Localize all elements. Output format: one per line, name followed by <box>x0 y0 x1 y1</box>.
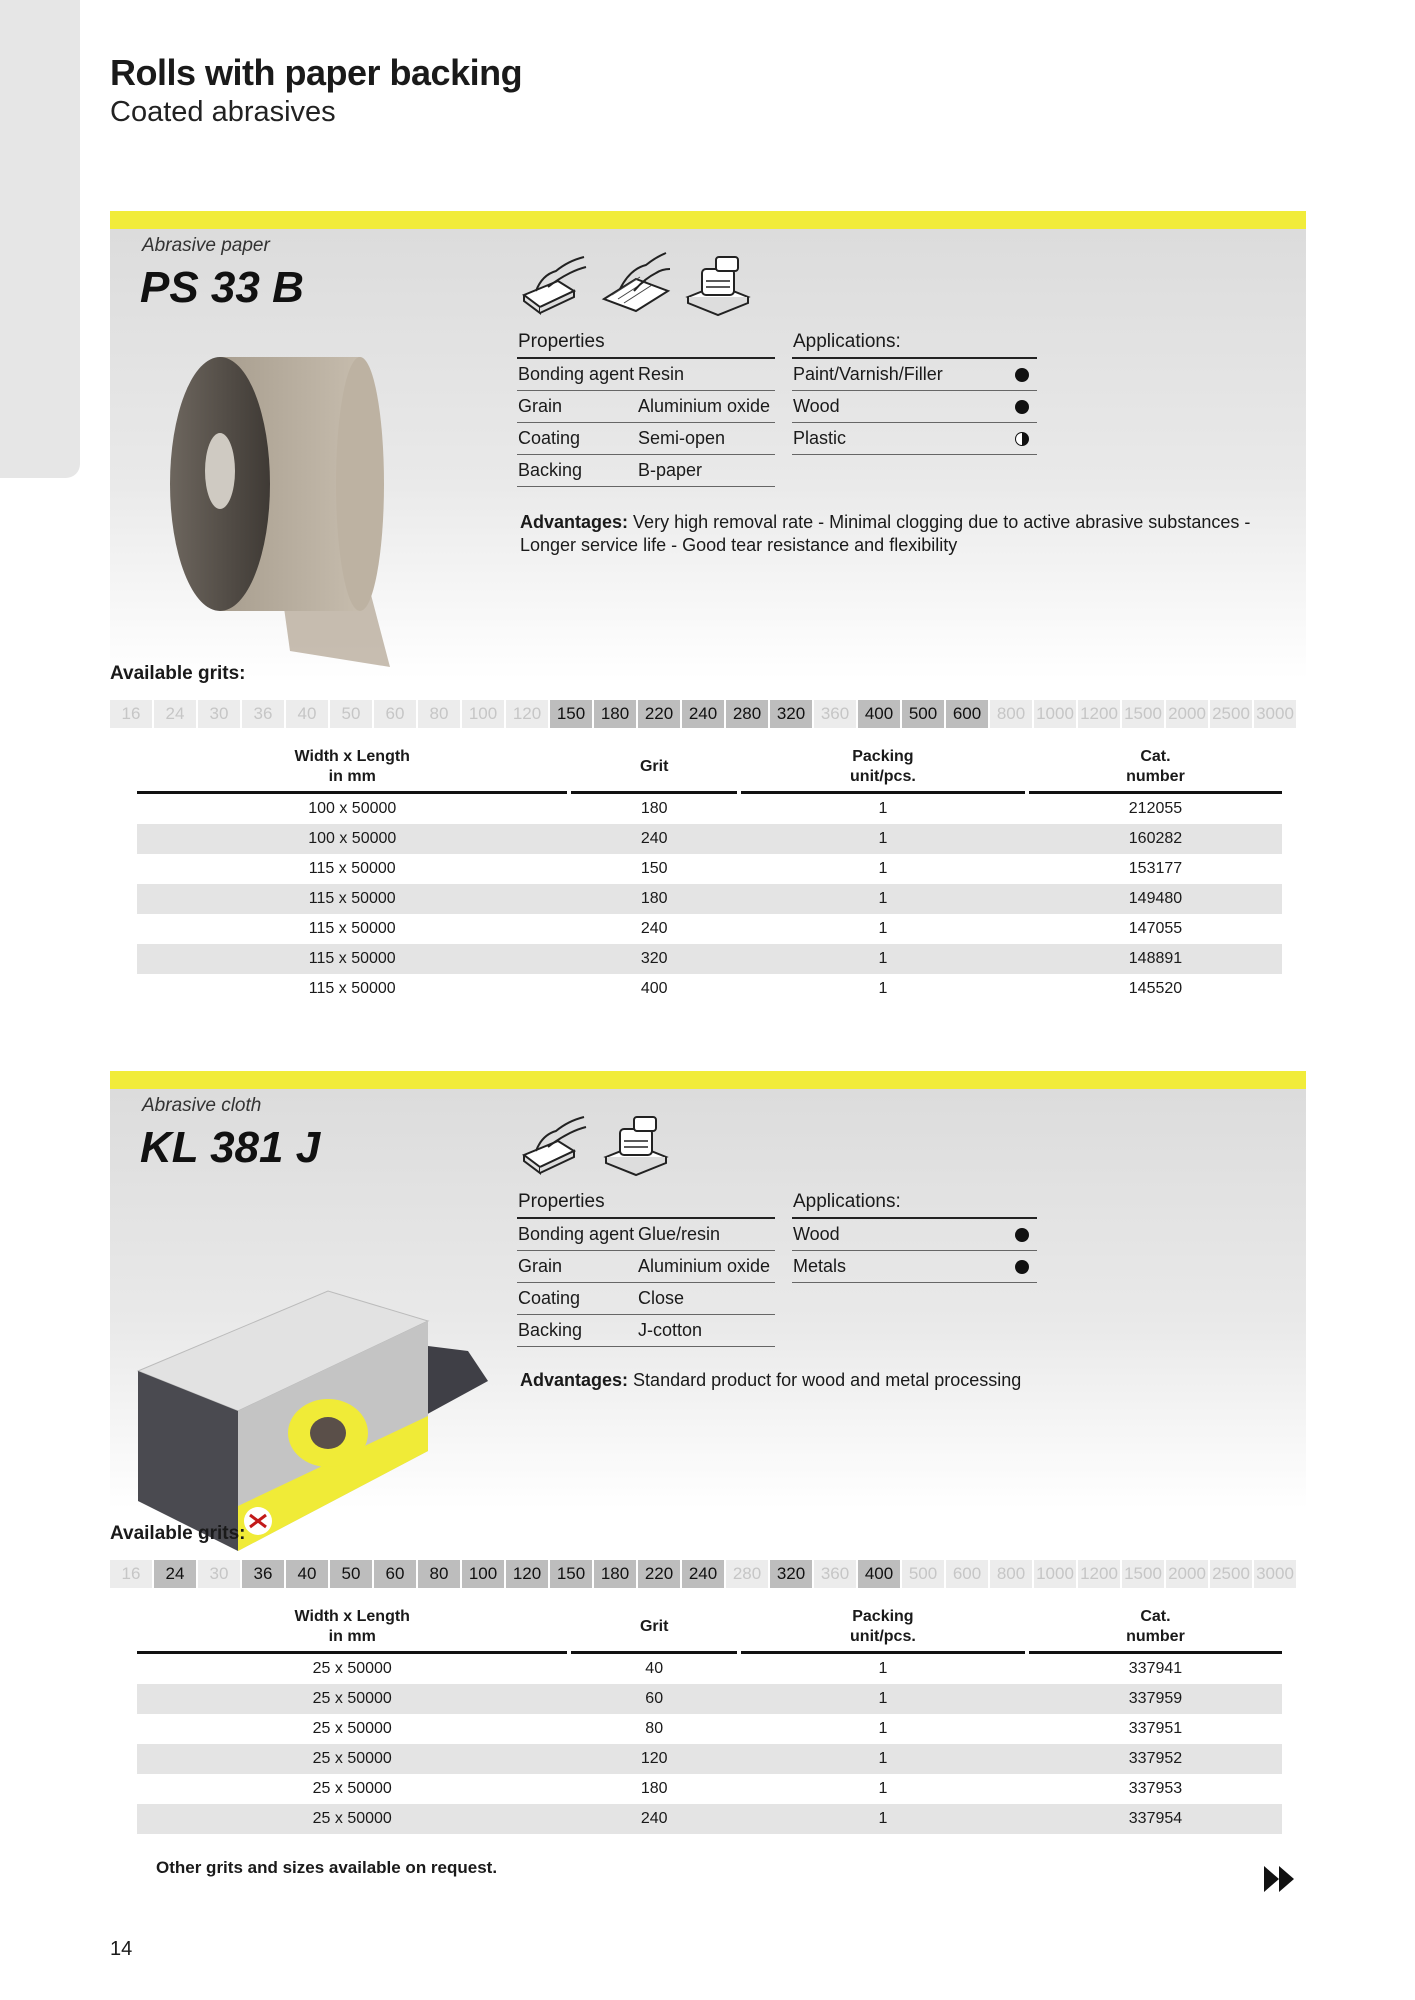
grit-chip: 1000 <box>1034 700 1076 728</box>
grit-chip: 16 <box>110 700 152 728</box>
table-body <box>137 794 1282 1004</box>
application-row <box>792 1251 1037 1283</box>
cell-cat-number: 337959 <box>1128 1690 1183 1707</box>
property-value: Close <box>638 1288 685 1308</box>
page-title: Rolls with paper backing <box>110 52 523 93</box>
grit-chip: 180 <box>594 700 636 728</box>
header-size: Width x Length in mm <box>294 1608 410 1645</box>
grit-chip: 180 <box>594 1560 636 1588</box>
cell-grit: 180 <box>640 1780 668 1797</box>
grit-chip: 360 <box>814 1560 856 1588</box>
cell-packing: 1 <box>878 860 888 877</box>
cell-size: 100 x 50000 <box>308 800 397 817</box>
property-value: Semi-open <box>638 428 726 448</box>
cell-grit: 40 <box>645 1660 664 1677</box>
cell-grit: 180 <box>640 800 668 817</box>
grit-chip: 240 <box>682 700 724 728</box>
cell-grit: 400 <box>640 980 668 997</box>
grit-chip: 60 <box>374 700 416 728</box>
table-row <box>137 1654 1282 1684</box>
property-row <box>517 1251 775 1283</box>
properties-table <box>517 1191 775 1347</box>
application-name: Wood <box>793 396 840 416</box>
product-table <box>137 743 1282 1004</box>
grit-chip: 800 <box>990 1560 1032 1588</box>
header-packing: Packing unit/pcs. <box>850 748 916 785</box>
cell-size: 115 x 50000 <box>308 950 396 967</box>
usage-icons <box>518 251 754 317</box>
header-size: Width x Length in mm <box>294 748 410 785</box>
cell-size: 25 x 50000 <box>312 1750 392 1767</box>
property-key: Grain <box>518 396 563 416</box>
table-row <box>137 1744 1282 1774</box>
cell-cat-number: 337941 <box>1128 1660 1183 1677</box>
cell-size: 25 x 50000 <box>312 1810 392 1827</box>
grit-chip: 280 <box>726 1560 768 1588</box>
table-header <box>137 1603 1282 1651</box>
cell-grit: 240 <box>640 1810 668 1827</box>
abrasive-cloth-box-image <box>128 1221 508 1561</box>
property-value: Resin <box>638 364 685 384</box>
orbital-sander-icon <box>682 251 754 317</box>
section-accent-bar <box>110 211 1306 229</box>
page-subtitle: Coated abrasives <box>110 96 336 128</box>
grit-chip: 400 <box>858 700 900 728</box>
grit-chip: 50 <box>330 1560 372 1588</box>
grit-chip: 1500 <box>1122 1560 1164 1588</box>
abrasive-roll-image <box>160 351 450 671</box>
header-cat-number: Cat. number <box>1126 748 1185 785</box>
grit-chip: 50 <box>330 700 372 728</box>
applications-title: Applications: <box>792 1191 1037 1219</box>
header-cat-number: Cat. number <box>1126 1608 1185 1645</box>
product-name: KL 381 J <box>140 1123 321 1172</box>
grit-chip: 40 <box>286 700 328 728</box>
header-grit: Grit <box>639 1618 669 1635</box>
application-name: Metals <box>793 1256 847 1276</box>
cell-cat-number: 212055 <box>1128 800 1183 817</box>
header-grit: Grit <box>639 758 669 775</box>
grit-chip: 24 <box>154 700 196 728</box>
grit-chip: 600 <box>946 700 988 728</box>
product-name: PS 33 B <box>140 263 304 312</box>
cell-size: 25 x 50000 <box>312 1720 392 1737</box>
table-body <box>137 1654 1282 1834</box>
cell-grit: 320 <box>640 950 668 967</box>
grit-chip: 500 <box>902 700 944 728</box>
cell-grit: 240 <box>640 920 668 937</box>
table-row <box>137 884 1282 914</box>
footnote: Other grits and sizes available on request. <box>156 1858 498 1877</box>
cell-grit: 80 <box>645 1720 664 1737</box>
grit-chip: 30 <box>198 1560 240 1588</box>
table-row <box>137 794 1282 824</box>
grit-chip: 1000 <box>1034 1560 1076 1588</box>
grit-chip: 240 <box>682 1560 724 1588</box>
hand-sanding-icon <box>518 251 590 317</box>
property-key: Backing <box>518 1320 583 1340</box>
available-grits-label: Available grits: <box>110 1523 246 1544</box>
property-value: Aluminium oxide <box>638 396 771 416</box>
cell-packing: 1 <box>878 830 888 847</box>
full-rating-icon <box>1015 1260 1029 1274</box>
property-value: J-cotton <box>638 1320 703 1340</box>
advantages <box>520 511 1310 557</box>
property-row <box>517 423 775 455</box>
grit-chip: 320 <box>770 1560 812 1588</box>
table-row <box>137 1684 1282 1714</box>
available-grits-label: Available grits: <box>110 663 246 684</box>
applications-table <box>792 331 1037 455</box>
grit-chip: 400 <box>858 1560 900 1588</box>
property-row <box>517 391 775 423</box>
property-row <box>517 455 775 487</box>
application-name: Wood <box>793 1224 840 1244</box>
cell-cat-number: 337951 <box>1128 1720 1183 1737</box>
property-value: Glue/resin <box>638 1224 721 1244</box>
grit-chip: 36 <box>242 1560 284 1588</box>
application-row <box>792 359 1037 391</box>
cell-size: 115 x 50000 <box>308 980 396 997</box>
cell-cat-number: 147055 <box>1128 920 1183 937</box>
grit-chip: 120 <box>506 700 548 728</box>
application-row <box>792 1219 1037 1251</box>
cell-packing: 1 <box>878 1690 888 1707</box>
cell-cat-number: 160282 <box>1128 830 1183 847</box>
product-section-ps33b <box>110 211 1306 1011</box>
cell-cat-number: 148891 <box>1128 950 1183 967</box>
application-row <box>792 423 1037 455</box>
table-row <box>137 1804 1282 1834</box>
page-number: 14 <box>110 1938 133 1960</box>
grit-chip: 320 <box>770 700 812 728</box>
grit-scale <box>110 1560 1296 1588</box>
grit-chip: 220 <box>638 1560 680 1588</box>
usage-icons <box>518 1111 672 1177</box>
grit-chip: 2000 <box>1166 700 1208 728</box>
properties-table <box>517 331 775 487</box>
grit-chip: 100 <box>462 700 504 728</box>
table-row <box>137 824 1282 854</box>
grit-chip: 800 <box>990 700 1032 728</box>
applications-title: Applications: <box>792 331 1037 359</box>
product-table <box>137 1603 1282 1834</box>
cell-packing: 1 <box>878 1720 888 1737</box>
advantages-label: Advantages: <box>520 1370 629 1390</box>
table-row <box>137 854 1282 884</box>
cell-packing: 1 <box>878 1810 888 1827</box>
property-row <box>517 1315 775 1347</box>
grit-chip: 36 <box>242 700 284 728</box>
product-type: Abrasive cloth <box>142 1095 262 1116</box>
cell-packing: 1 <box>878 920 888 937</box>
grit-chip: 30 <box>198 700 240 728</box>
property-value: Aluminium oxide <box>638 1256 771 1276</box>
property-key: Bonding agent <box>518 1224 635 1244</box>
orbital-sander-icon <box>600 1111 672 1177</box>
grit-chip: 1200 <box>1078 700 1120 728</box>
table-row <box>137 974 1282 1004</box>
property-key: Backing <box>518 460 583 480</box>
grit-chip: 150 <box>550 1560 592 1588</box>
cell-cat-number: 337953 <box>1128 1780 1183 1797</box>
grit-chip: 2500 <box>1210 700 1252 728</box>
grit-chip: 60 <box>374 1560 416 1588</box>
cell-grit: 180 <box>640 890 668 907</box>
grit-chip: 80 <box>418 700 460 728</box>
advantages-text: Standard product for wood and metal processing <box>633 1370 1022 1390</box>
half-rating-icon <box>1015 432 1029 446</box>
cell-packing: 1 <box>878 1750 888 1767</box>
property-key: Grain <box>518 1256 563 1276</box>
cell-size: 100 x 50000 <box>308 830 397 847</box>
table-row <box>137 1774 1282 1804</box>
cell-packing: 1 <box>878 800 888 817</box>
side-tab <box>0 0 80 478</box>
property-row <box>517 1219 775 1251</box>
cell-size: 25 x 50000 <box>312 1660 392 1677</box>
grit-chip: 1500 <box>1122 700 1164 728</box>
cell-grit: 60 <box>645 1690 664 1707</box>
product-type: Abrasive paper <box>142 235 270 256</box>
full-rating-icon <box>1015 368 1029 382</box>
application-name: Plastic <box>793 428 847 448</box>
cell-size: 25 x 50000 <box>312 1780 392 1797</box>
property-row <box>517 359 775 391</box>
properties-title: Properties <box>517 331 775 359</box>
grit-chip: 3000 <box>1254 1560 1296 1588</box>
cell-packing: 1 <box>878 980 888 997</box>
grit-chip: 120 <box>506 1560 548 1588</box>
cell-size: 115 x 50000 <box>308 920 396 937</box>
property-key: Bonding agent <box>518 364 635 384</box>
grit-chip: 80 <box>418 1560 460 1588</box>
grit-chip: 3000 <box>1254 700 1296 728</box>
applications-table <box>792 1191 1037 1283</box>
full-rating-icon <box>1015 400 1029 414</box>
grit-chip: 500 <box>902 1560 944 1588</box>
property-value: B-paper <box>638 460 703 480</box>
grit-chip: 280 <box>726 700 768 728</box>
hand-sanding-sheet-icon <box>600 251 672 317</box>
cell-grit: 240 <box>640 830 668 847</box>
hand-sanding-icon <box>518 1111 590 1177</box>
grit-chip: 40 <box>286 1560 328 1588</box>
grit-chip: 600 <box>946 1560 988 1588</box>
table-header <box>137 743 1282 791</box>
cell-cat-number: 149480 <box>1128 890 1183 907</box>
grit-scale <box>110 700 1296 728</box>
table-row <box>137 944 1282 974</box>
grit-chip: 2000 <box>1166 1560 1208 1588</box>
cell-packing: 1 <box>878 1660 888 1677</box>
header-packing: Packing unit/pcs. <box>850 1608 916 1645</box>
product-section-kl381j <box>110 1071 1306 1831</box>
grit-chip: 16 <box>110 1560 152 1588</box>
advantages-label: Advantages: <box>520 512 629 532</box>
section-accent-bar <box>110 1071 1306 1089</box>
cell-packing: 1 <box>878 890 888 907</box>
cell-packing: 1 <box>878 1780 888 1797</box>
full-rating-icon <box>1015 1228 1029 1242</box>
properties-title: Properties <box>517 1191 775 1219</box>
cell-grit: 120 <box>640 1750 668 1767</box>
advantages <box>520 1369 1310 1392</box>
cell-cat-number: 153177 <box>1128 860 1183 877</box>
property-key: Coating <box>518 428 581 448</box>
cell-cat-number: 145520 <box>1128 980 1183 997</box>
table-row <box>137 914 1282 944</box>
cell-cat-number: 337952 <box>1128 1750 1183 1767</box>
advantages-text: Very high removal rate - Minimal clogging due to active abrasive substances - Longer service life - Good tear resistance and flexibility <box>520 512 1251 555</box>
application-row <box>792 391 1037 423</box>
cell-size: 25 x 50000 <box>312 1690 392 1707</box>
grit-chip: 1200 <box>1078 1560 1120 1588</box>
grit-chip: 360 <box>814 700 856 728</box>
table-row <box>137 1714 1282 1744</box>
cell-cat-number: 337954 <box>1128 1810 1183 1827</box>
grit-chip: 2500 <box>1210 1560 1252 1588</box>
property-row <box>517 1283 775 1315</box>
grit-chip: 220 <box>638 700 680 728</box>
property-key: Coating <box>518 1288 581 1308</box>
cell-size: 115 x 50000 <box>308 890 396 907</box>
next-page-arrow-icon[interactable] <box>1262 1864 1298 1894</box>
application-name: Paint/Varnish/Filler <box>793 364 943 384</box>
grit-chip: 100 <box>462 1560 504 1588</box>
cell-packing: 1 <box>878 950 888 967</box>
grit-chip: 24 <box>154 1560 196 1588</box>
cell-grit: 150 <box>640 860 668 877</box>
grit-chip: 150 <box>550 700 592 728</box>
cell-size: 115 x 50000 <box>308 860 396 877</box>
